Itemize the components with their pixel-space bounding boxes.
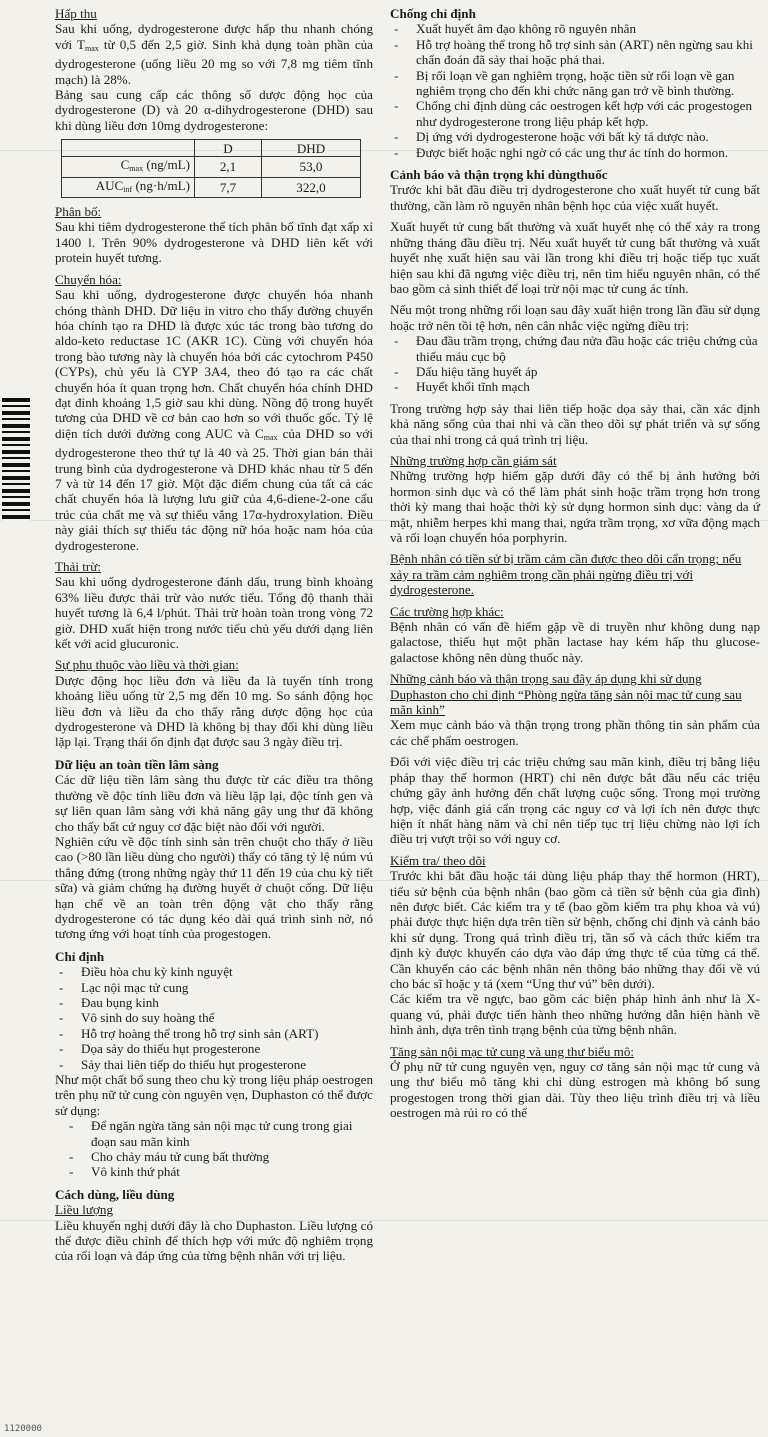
table-cell: 2,1 xyxy=(195,157,262,177)
left-column xyxy=(55,6,373,1264)
warnings-paragraph-4: Trong trường hợp sảy thai liên tiếp hoặc dọa sảy thai, cần xác định khả năng sống của thai nhi và cần theo dõi sự phát triển và sự sống của thai nhi trong cả quá trình trị liệu. xyxy=(390,400,760,447)
other-cases-paragraph: Bệnh nhân có vấn đề hiếm gặp về di truyền như không dung nạp galactose, thiếu hụt một phần lactase hay kém hấp thu glucose-galactose không nên dùng thuốc này. xyxy=(390,619,760,665)
list-item: - Chống chỉ định dùng các oestrogen kết hợp với các progestogen như dydrogesterone trong liệu pháp kết hợp. xyxy=(390,98,760,129)
dosage-subheading: Liều lượng xyxy=(55,1202,114,1218)
absorption-heading: Hấp thu xyxy=(55,6,97,21)
list-item: - Vô sinh do suy hoàng thể xyxy=(55,1010,373,1025)
absorption-paragraph: Sau khi uống, dydrogesterone được hấp thu nhanh chóng với Tmax từ 0,5 đến 2,5 giờ. Sinh khả dụng toàn phần của dydrogesterone (uống liều 20 mg so với 7,8 mg tiêm tĩnh mạch) là 28%. xyxy=(55,21,373,87)
warnings-paragraph-2: Xuất huyết tử cung bất thường và xuất huyết nhẹ có thể xảy ra trong những tháng đầu điều trị. Nếu xuất huyết tử cung bất thường và xuất huyết nhẹ xuất hiện sau vài lần trong khi điều trị hoặc tiếp tục xuất hiện sau khi đã ngưng việc điều trị, nên tìm hiểu nguyên nhân, có thể bao gồm cả sinh thiết để loại trừ nội mạc tử cung ác tính. xyxy=(390,219,760,296)
indications-sublist xyxy=(55,1118,373,1180)
list-item: - Dấu hiệu tăng huyết áp xyxy=(390,364,760,379)
table-row xyxy=(62,157,361,177)
table-header-dhd: DHD xyxy=(262,140,361,157)
contraindications-heading: Chống chỉ định xyxy=(390,6,476,21)
indications-paragraph: Như một chất bổ sung theo chu kỳ trong liệu pháp oestrogen trên phụ nữ tử cung còn nguyên vẹn, Duphaston có thể được sử dụng: xyxy=(55,1072,373,1118)
list-item: - Điều hòa chu kỳ kinh nguyệt xyxy=(55,964,373,979)
hrt-warnings-paragraph-2: Đối với việc điều trị các triệu chứng sau mãn kinh, điều trị bằng liệu pháp thay thế hormon (HRT) chỉ nên được bắt đầu nếu các triệu chứng gây ảnh hưởng đến chất lượng cuộc sống. Trong mọi trường hợp, việc đánh giá cẩn trọng các nguy cơ và lợi ích nên được thực hiện ít nhất hàng năm và chỉ nên tiếp tục trị liệu chừng nào lợi ích điều trị vượt trội so với nguy cơ. xyxy=(390,754,760,847)
indications-heading: Chỉ định xyxy=(55,948,105,964)
metabolism-paragraph: Sau khi uống, dydrogesterone được chuyển hóa nhanh chóng thành DHD. Dữ liệu in vitro cho thấy đường chuyển hóa chính tạo ra DHD là được xúc tác trong bào tương do aldo-keto reductase 1C (AKR 1C). Cùng với chuyển hóa trong bào tương này là chuyển hóa bởi các cytochrom P450 (CYPs), chủ yếu là CYP 3A4, theo đó tạo ra các chất chuyển hóa ít quan trọng hơn. Chất chuyển hóa chính DHD đạt đỉnh khoảng 1,5 giờ sau khi dùng. Nồng độ trong huyết tương của DHD về cơ bản cao hơn so với thuốc gốc. Tỷ lệ diện tích dưới đường cong AUC và Cmax của DHD so với dydrogesterone theo thứ tự là 40 và 25. Thời gian bán thải trung bình của dydrogesterone và DHD khác nhau từ 5 đến 7 và từ 14 đến 17 giờ. Một đặc điểm chung của tất cả các chất chuyển hóa là lượng lưu giữ của 4,6-diene-2-one cấu trúc của chất mẹ và sự thiếu vắng 17α-hydroxylation. Điều này giải thích sự thiếu tác động nữ hóa hoặc nam hóa của dydrogesterone. xyxy=(55,287,373,553)
hyperplasia-heading: Tăng sản nội mạc tử cung và ung thư biểu mô: xyxy=(390,1043,635,1059)
list-item: - Cho chảy máu tử cung bất thường xyxy=(55,1149,373,1164)
table-cell: 7,7 xyxy=(195,177,262,197)
edge-barcode xyxy=(2,398,30,522)
list-item: - Đau đầu trầm trọng, chứng đau nửa đầu hoặc các triệu chứng của thiếu máu cục bộ xyxy=(390,333,760,364)
list-item: - Hỗ trợ hoàng thể trong hỗ trợ sinh sản (ART) nên ngừng sau khi chẩn đoán đã sảy thai hoặc phá thai. xyxy=(390,37,760,68)
list-item: - Huyết khối tĩnh mạch xyxy=(390,379,760,394)
depression-note: Bệnh nhân có tiền sử bị trầm cảm cần được theo dõi cẩn trọng; nếu xảy ra trầm cảm nghiêm trọng cần phải ngừng điều trị với dydrogesterone. xyxy=(390,551,742,598)
hrt-warnings-paragraph: Xem mục cảnh báo và thận trọng trong phần thông tin sản phẩm của các chế phẩm oestrogen. xyxy=(390,717,760,748)
list-item: - Bị rối loạn về gan nghiêm trọng, hoặc tiền sử rối loạn về gan nghiêm trọng cho đến khi chức năng gan trở về bình thường. xyxy=(390,68,760,99)
table-header-d: D xyxy=(195,140,262,157)
preclinical-safety-heading: Dữ liệu an toàn tiền lâm sàng xyxy=(55,756,219,772)
warnings-paragraph-3: Nếu một trong những rối loạn sau đây xuất hiện trong lần đầu sử dụng hoặc trở nên tồi tệ hơn, nên cân nhắc việc ngừng điều trị: xyxy=(390,302,760,333)
list-item: - Được biết hoặc nghi ngờ có các ung thư ác tính do hormon. xyxy=(390,145,760,160)
distribution-heading: Phân bố: xyxy=(55,204,102,220)
pk-table xyxy=(61,139,361,198)
hyperplasia-paragraph: Ở phụ nữ tử cung nguyên vẹn, nguy cơ tăng sản nội mạc tử cung và ung thư biểu mô tăng khi chỉ dùng estrogen mà không bổ sung progestogen trong thời gian dài. Tùy theo liệu trình điều trị và liều oestrogen mà rủi ro có thể xyxy=(390,1059,760,1121)
list-item: - Lạc nội mạc tử cung xyxy=(55,980,373,995)
preclinical-safety-paragraph: Các dữ liệu tiền lâm sàng thu được từ các điều tra thông thường về độc tính liều đơn và liều lặp lại, độc tính gen và sự liên quan lâm sàng với khả năng gây ung thư đã không cho thấy bất cứ nguy cơ đặc biệt nào đối với người. xyxy=(55,772,373,834)
monitoring-paragraph: Những trường hợp hiếm gặp dưới đây có thể bị ảnh hưởng bởi hormon sinh dục và có thể làm phát sinh hoặc trầm trọng hơn trong thời kỳ mang thai hoặc thời kỳ sử dụng hormon sinh dục: vàng da ứ mật, nhiễm herpes khi mang thai, ngứa trầm trọng, xơ vữa động mạch và rối loạn chuyển hóa porphyrin. xyxy=(390,468,760,545)
list-item: - Sảy thai liên tiếp do thiếu hụt progesterone xyxy=(55,1057,373,1072)
indications-list xyxy=(55,964,373,1072)
right-column xyxy=(390,6,760,1121)
list-item: - Đau bụng kinh xyxy=(55,995,373,1010)
dose-dependence-paragraph: Dược động học liều đơn và liều đa là tuyến tính trong khoảng liều uống từ 2,5 mg đến 10 mg. So sánh động học liều đơn và liều đa cho thấy rằng dược động học của dydrogesterone và DHD là không bị thay đổi khi dùng liều lặp lại. Trạng thái ổn định đạt được sau 3 ngày điều trị. xyxy=(55,672,373,750)
print-code: 1120000 xyxy=(4,1424,42,1434)
monitoring-heading: Những trường hợp cần giám sát xyxy=(390,452,557,468)
preclinical-safety-paragraph-2: Nghiên cứu về độc tính sinh sản trên chuột cho thấy ở liều cao (>80 lần liều dùng cho người) thấy có tăng tỷ lệ núm vú thẳng đứng (trong những ngày thứ 11 đến 19 của chu kỳ tiết sữa) và giảm chứng hạ đường huyết ở chuột cống. Dữ liệu hạn chế về an toàn trên động vật cho thấy rằng dydrogesterone có tác dụng kéo dài quá trình sinh nở, nó tương ứng với hoạt tính của progestogen. xyxy=(55,833,373,942)
dosage-paragraph: Liều khuyến nghị dưới đây là cho Duphaston. Liều lượng có thể được điều chỉnh để thích hợp với mức độ nghiêm trọng của rối loạn và đáp ứng của từng bệnh nhân với trị liệu. xyxy=(55,1217,373,1264)
warnings-paragraph: Trước khi bắt đầu điều trị dydrogesterone cho xuất huyết tử cung bất thường, cần làm rõ nguyên nhân bệnh học của việc xuất huyết. xyxy=(390,182,760,213)
table-cell: 322,0 xyxy=(262,177,361,197)
list-item: - Hỗ trợ hoàng thể trong hỗ trợ sinh sản (ART) xyxy=(55,1026,373,1041)
metabolism-heading: Chuyển hóa: xyxy=(55,271,122,287)
warnings-list xyxy=(390,333,760,395)
table-row xyxy=(62,140,361,157)
examination-heading: Kiểm tra/ theo dõi xyxy=(390,852,486,868)
other-cases-heading: Các trường hợp khác: xyxy=(390,603,504,619)
contraindications-list xyxy=(390,21,760,160)
table-label-cmax: Cmax (ng/mL) xyxy=(62,157,195,177)
table-label-auc: AUCinf (ng·h/mL) xyxy=(62,177,195,197)
elimination-paragraph: Sau khi uống dydrogesterone đánh dấu, trung bình khoảng 63% liều được thải trừ vào nước tiểu. Tổng độ thanh thải huyết tương là 6,4 l/phút. Thải trừ hoàn toàn trong vòng 72 giờ. DHD xuất hiện trong nước tiểu chủ yếu dưới dạng liên kết với acid glucuronic. xyxy=(55,574,373,652)
dosage-heading: Cách dùng, liều dùng xyxy=(55,1186,175,1202)
absorption-table-intro: Bảng sau cung cấp các thông số dược động học của dydrogesterone (D) và 20 α-dihydrogesterone (DHD) sau khi dùng liều đơn 10mg dydrogesterone: xyxy=(55,87,373,133)
table-row xyxy=(62,177,361,197)
distribution-paragraph: Sau khi tiêm dydrogesterone thể tích phân bố tĩnh đạt xấp xỉ 1400 l. Trên 90% dydrogesterone và DHD liên kết với protein huyết tương. xyxy=(55,219,373,266)
list-item: - Để ngăn ngừa tăng sản nội mạc tử cung trong giai đoạn sau mãn kinh xyxy=(55,1118,373,1149)
list-item: - Dọa sảy do thiếu hụt progesterone xyxy=(55,1041,373,1056)
list-item: - Xuất huyết âm đạo không rõ nguyên nhân xyxy=(390,21,760,36)
elimination-heading: Thải trừ: xyxy=(55,559,102,574)
list-item: - Vô kinh thứ phát xyxy=(55,1164,373,1179)
warnings-heading: Cảnh báo và thận trọng khi dùngthuốc xyxy=(390,167,608,183)
dose-dependence-heading: Sự phụ thuộc vào liều và thời gian: xyxy=(55,657,239,673)
examination-paragraph-2: Các kiểm tra về ngực, bao gồm các biện pháp hình ảnh như là X-quang vú, phải được tiến hành theo những hướng dẫn hiện hành về hình ảnh, dựa trên tình trạng bệnh của từng bệnh nhân. xyxy=(390,991,760,1038)
table-cell: 53,0 xyxy=(262,157,361,177)
list-item: - Dị ứng với dydrogesterone hoặc với bất kỳ tá dược nào. xyxy=(390,129,760,144)
examination-paragraph: Trước khi bắt đầu hoặc tái dùng liệu pháp thay thế hormon (HRT), tiểu sử bệnh của bệnh nhân (bao gồm cả tiền sử bệnh của gia đình) nên được biết. Các kiểm tra y tế (bao gồm kiểm tra phụ khoa và vú) phải được thực hiện dựa trên tiền sử bệnh, chống chỉ định và cảnh báo khi sử dụng. Trong quá trình điều trị, tần số và cách thức kiểm tra định kỳ được khuyến cáo dựa vào đáp ứng thực tế của từng cá thể. Cần khuyến cáo các bệnh nhân nên thông báo những thay đổi về vú cho bác sĩ hoặc y tá (xem “Ung thư vú” bên dưới). xyxy=(390,868,760,991)
hrt-warnings-heading: Những cảnh báo và thận trọng sau đây áp dụng khi sử dụng Duphaston cho chỉ định “Phòng ngừa tăng sản nội mạc tử cung sau mãn kinh” xyxy=(390,671,742,718)
